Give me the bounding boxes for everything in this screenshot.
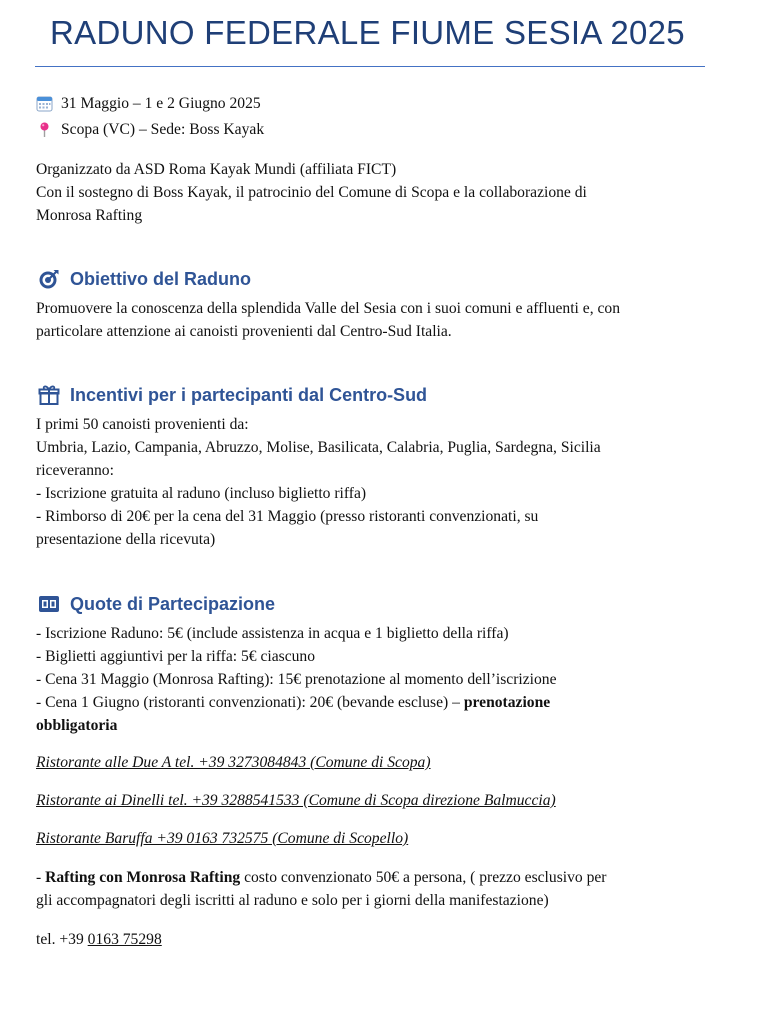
event-location-text: Scopa (VC) – Sede: Boss Kayak	[61, 121, 265, 138]
dinner-booking-required-cont: obbligatoria	[36, 717, 118, 734]
incentives-body	[36, 413, 716, 551]
incentives-line: I primi 50 canoisti provenienti da:	[36, 416, 249, 433]
fees-heading	[38, 593, 275, 615]
rafting-block	[36, 866, 716, 912]
phone-prefix: tel. +39	[36, 931, 88, 948]
fees-heading-text: Quote di Partecipazione	[70, 593, 276, 614]
title-divider	[35, 66, 705, 67]
dinner-text: - Cena 1 Giugno (ristoranti convenzionati): 20€ (bevande escluse) –	[36, 694, 464, 711]
organizers-line: Con il sostegno di Boss Kayak, il patrocinio del Comune di Scopa e la collaborazione di	[36, 184, 587, 201]
fees-line: - Iscrizione Raduno: 5€ (include assistenza in acqua e 1 biglietto della riffa)	[36, 625, 509, 642]
pin-icon	[36, 121, 53, 138]
target-icon	[38, 268, 60, 290]
objective-body	[36, 297, 716, 343]
incentives-line: - Iscrizione gratuita al raduno (incluso biglietto riffa)	[36, 485, 367, 502]
fees-line: - Biglietti aggiuntivi per la riffa: 5€ ciascuno	[36, 648, 316, 665]
event-date-text: 31 Maggio – 1 e 2 Giugno 2025	[61, 95, 261, 112]
organizers-line: Monrosa Rafting	[36, 207, 143, 224]
objective-heading-text: Obiettivo del Raduno	[70, 268, 252, 289]
incentives-line: - Rimborso di 20€ per la cena del 31 Maggio (presso ristoranti convenzionati, su	[36, 508, 539, 525]
rafting-line: gli accompagnatori degli iscritti al raduno e solo per i giorni della manifestazione)	[36, 892, 549, 909]
rafting-line	[36, 866, 716, 889]
organizers-block	[36, 158, 716, 227]
event-date	[36, 92, 716, 115]
rafting-dash: -	[36, 869, 46, 886]
incentives-heading-text: Incentivi per i partecipanti dal Centro-Sud	[70, 384, 428, 405]
fees-line-dinner	[36, 691, 716, 714]
incentives-line: riceveranno:	[36, 462, 114, 479]
page-title: RADUNO FEDERALE FIUME SESIA 2025	[50, 14, 685, 51]
incentives-heading	[38, 384, 427, 406]
objective-heading	[38, 268, 251, 290]
incentives-line: presentazione della ricevuta)	[36, 531, 216, 548]
objective-line: Promuovere la conoscenza della splendida Valle del Sesia con i suoi comuni e affluenti e, con	[36, 300, 621, 317]
restaurant-link[interactable]: Ristorante alle Due A tel. +39 3273084843 (Comune di Scopa)	[36, 754, 431, 771]
gift-icon	[38, 384, 60, 406]
rafting-title: Rafting con Monrosa Rafting	[45, 869, 241, 886]
fees-line-dinner-cont	[36, 714, 716, 737]
fees-body	[36, 622, 716, 737]
incentives-line: Umbria, Lazio, Campania, Abruzzo, Molise, Basilicata, Calabria, Puglia, Sardegna, Sicilia	[36, 439, 601, 456]
dinner-booking-required: prenotazione	[463, 694, 551, 711]
calendar-icon	[36, 95, 53, 112]
event-location	[36, 118, 716, 141]
phone-number-link[interactable]: 0163 75298	[87, 931, 162, 948]
fees-line: - Cena 31 Maggio (Monrosa Rafting): 15€ prenotazione al momento dell’iscrizione	[36, 671, 557, 688]
restaurant-link[interactable]: Ristorante Baruffa +39 0163 732575 (Comune di Scopello)	[36, 830, 409, 847]
restaurant-link[interactable]: Ristorante ai Dinelli tel. +39 3288541533 (Comune di Scopa direzione Balmuccia)	[36, 792, 556, 809]
rafting-text: costo convenzionato 50€ a persona, ( prezzo esclusivo per	[240, 869, 607, 886]
contact-phone	[36, 928, 716, 951]
ticket-icon	[38, 593, 60, 615]
objective-line: particolare attenzione ai canoisti provenienti dal Centro-Sud Italia.	[36, 323, 452, 340]
organizers-line: Organizzato da ASD Roma Kayak Mundi (affiliata FICT)	[36, 161, 397, 178]
